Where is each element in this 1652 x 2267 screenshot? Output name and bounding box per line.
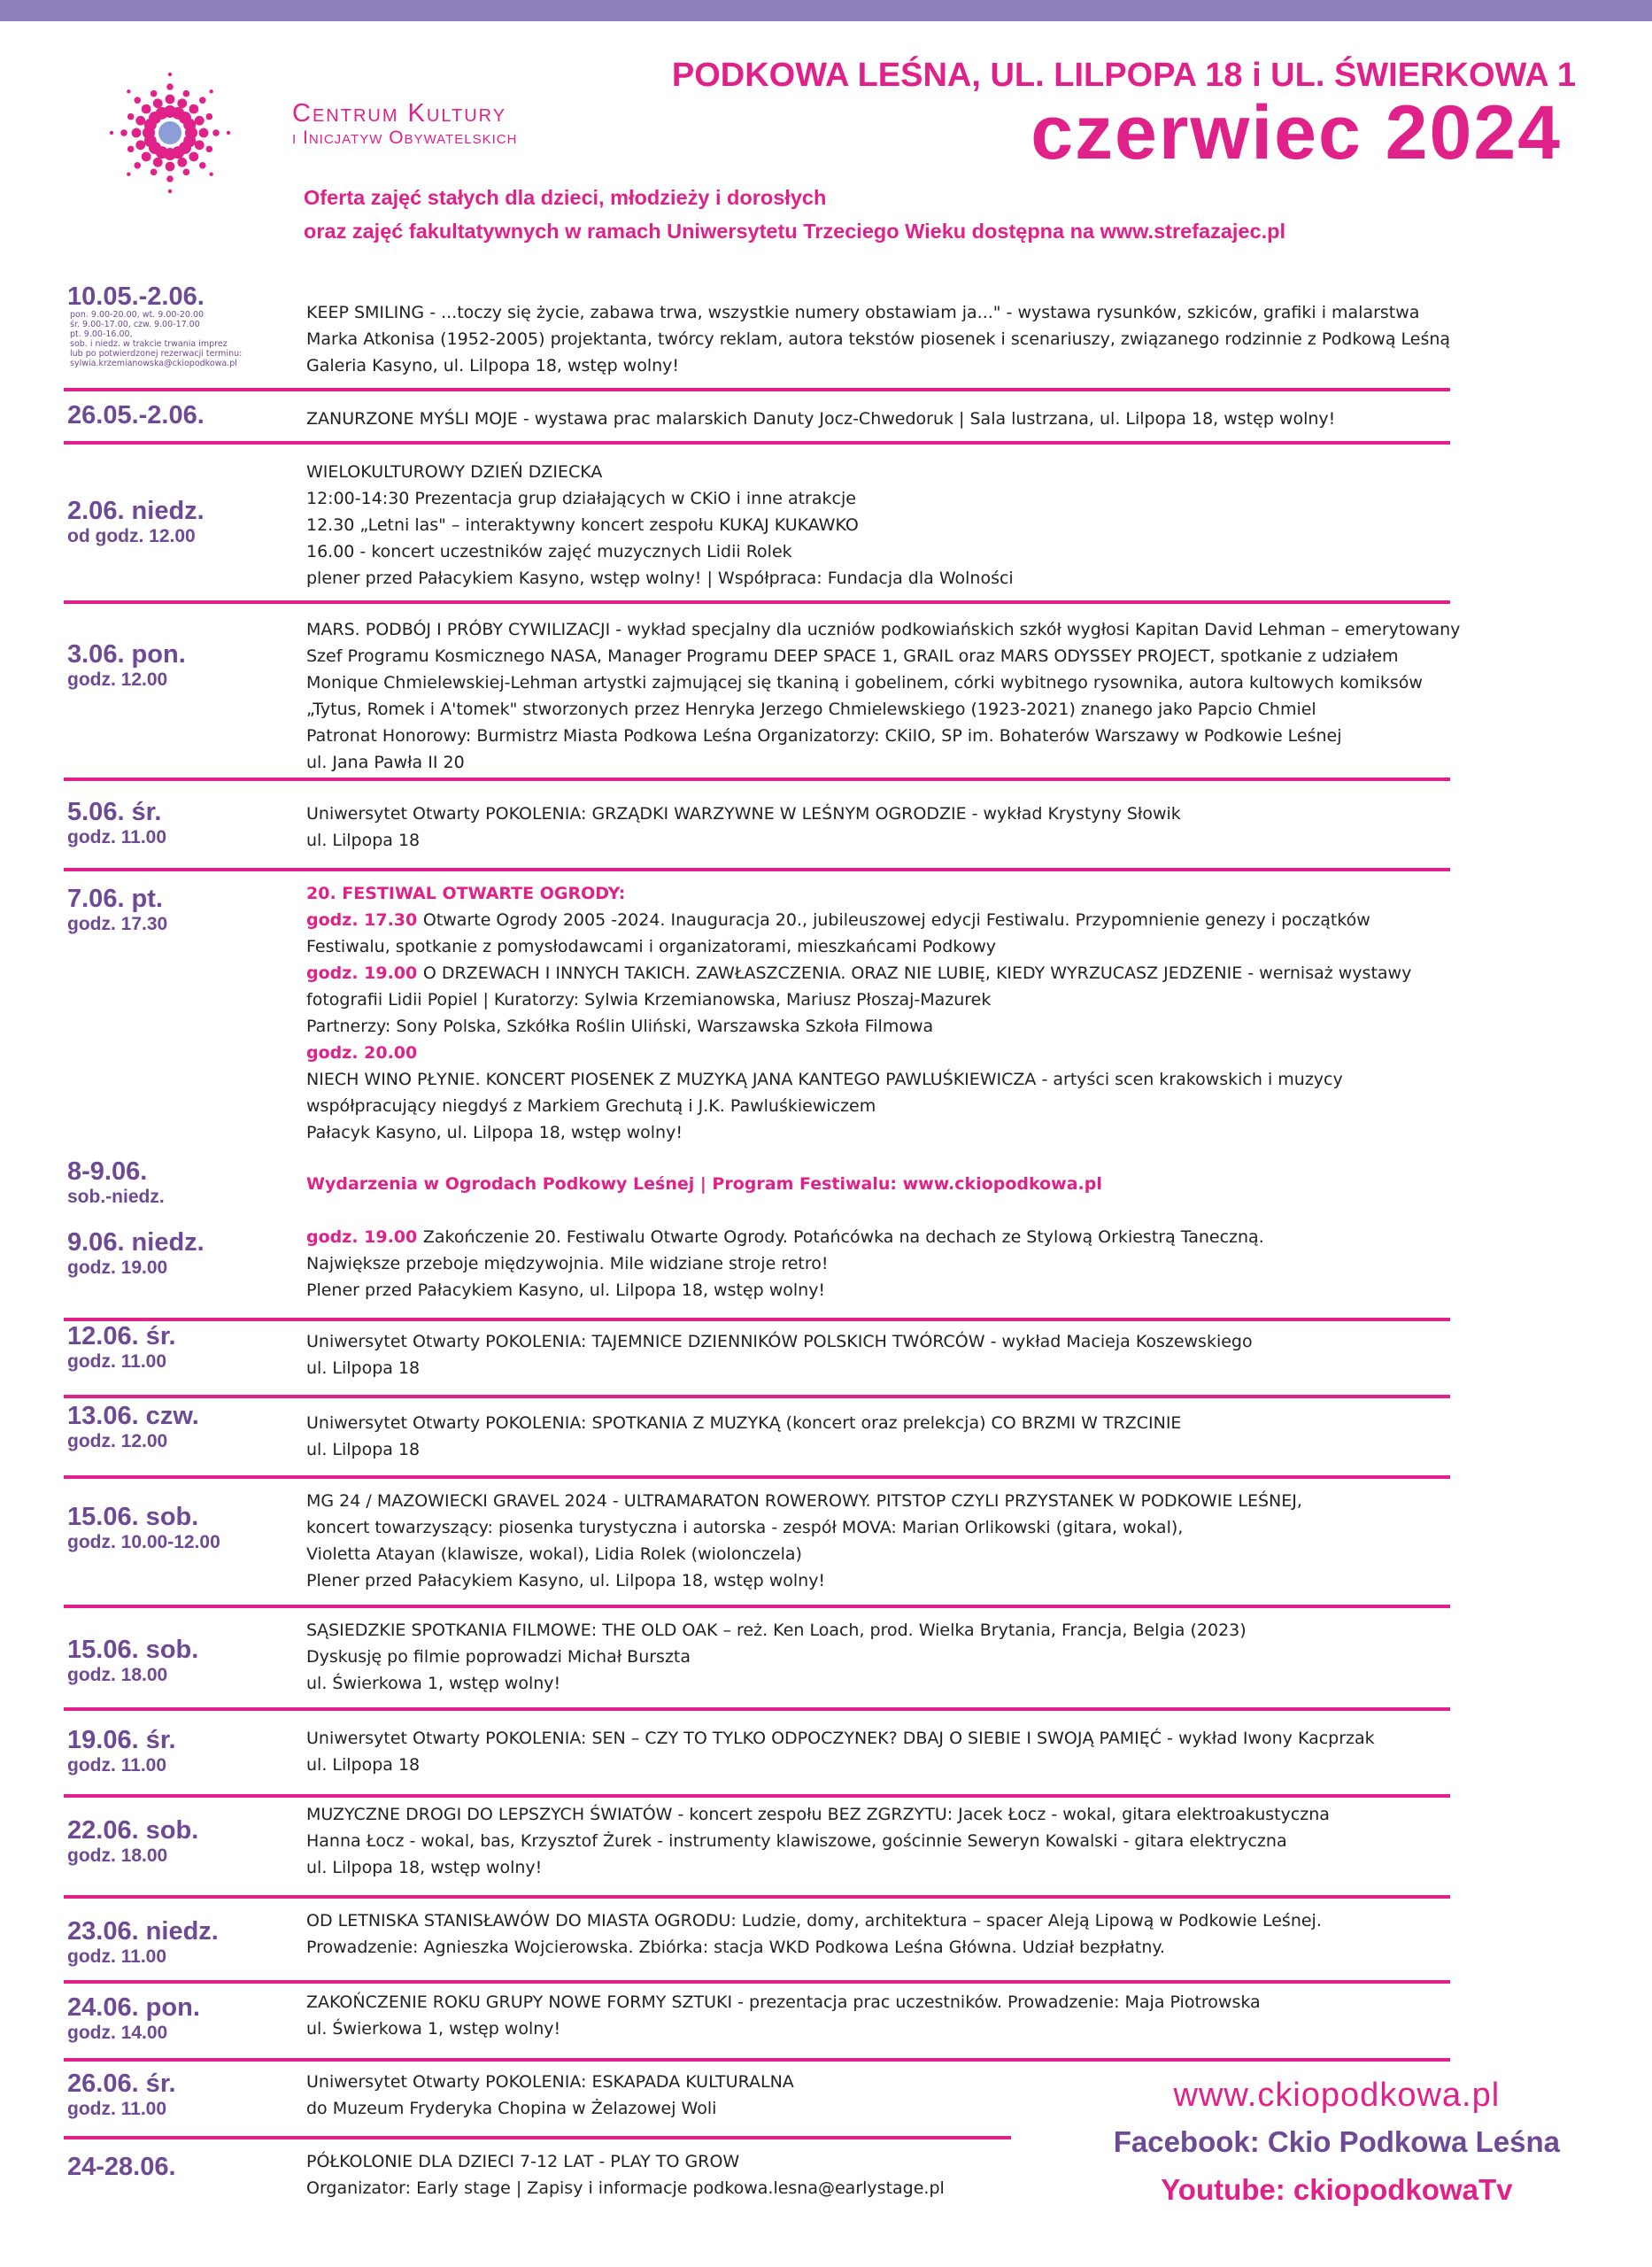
description-line — [306, 1040, 1563, 1066]
description-text: „Tytus, Romek i A'tomek" stworzonych przez Henryka Jerzego Chmielewskiego (1923-2021) znanego jako Papcio Chmiel — [306, 700, 1316, 719]
separator-line — [64, 2058, 1450, 2062]
description-text: Patronat Honorowy: Burmistrz Miasta Podkowa Leśna Organizatorzy: CKiIO, SP im. Bohaterów Warszawy w Podkowie Leśnej — [306, 726, 1342, 746]
description-text: Plener przed Pałacykiem Kasyno, ul. Lilpopa 18, wstęp wolny! — [306, 1281, 826, 1300]
event-description — [306, 299, 1563, 379]
event-time: godz. 12.00 — [67, 669, 168, 690]
description-text: Prowadzenie: Agnieszka Wojcierowska. Zbiórka: stacja WKD Podkowa Leśna Główna. Udział bezpłatny. — [306, 1938, 1165, 1957]
logo-dot — [168, 190, 172, 193]
hours-line: pon. 9.00-20.00, wt. 9.00-20.00 — [70, 310, 205, 320]
description-text: 20. FESTIWAL OTWARTE OGRODY: — [306, 884, 626, 903]
description-line — [306, 801, 1563, 827]
description-line — [306, 1171, 1563, 1197]
logo-dot — [110, 131, 113, 135]
description-line — [306, 299, 1563, 326]
description-text: fotografii Lidii Popiel | Kuratorzy: Sylwia Krzemianowska, Mariusz Płoszaj-Mazurek — [306, 990, 992, 1010]
description-line — [306, 669, 1563, 696]
logo-dot — [166, 162, 175, 172]
description-text: Hanna Łocz - wokal, bas, Krzysztof Żurek - instrumenty klawiszowe, gościnnie Seweryn Kowalski - gitara elektryczna — [306, 1831, 1287, 1851]
description-line — [306, 1907, 1563, 1934]
description-line — [306, 1410, 1563, 1436]
description-text: współpracujący niegdyś z Markiem Grechutą i J.K. Pawluśkiewiczem — [306, 1096, 876, 1116]
description-line — [306, 749, 1563, 776]
logo-dot — [132, 128, 142, 138]
event-day: 9.06. niedz. — [67, 1228, 205, 1257]
separator-line — [64, 388, 1450, 391]
description-line — [306, 723, 1563, 749]
description-line — [306, 1119, 1563, 1146]
event-day: 22.06. sob. — [67, 1816, 199, 1845]
description-line — [306, 406, 1563, 432]
logo-dot — [227, 131, 230, 135]
event-day: 7.06. pt. — [67, 885, 163, 913]
description-line — [306, 1277, 1563, 1304]
description-line — [306, 1617, 1563, 1644]
contact-block — [1114, 2072, 1560, 2214]
description-text: 12:00-14:30 Prezentacja grup działających w CKiO i inne atrakcje — [306, 489, 856, 508]
description-line — [306, 616, 1563, 643]
separator-line — [64, 441, 1450, 445]
event-description — [306, 616, 1563, 776]
description-text: MUZYCZNE DROGI DO LEPSZYCH ŚWIATÓW - koncert zespołu BEZ ZGRZYTU: Jacek Łocz - wokal, gitara elektroakustyczna — [306, 1805, 1330, 1824]
event-time: godz. 18.00 — [67, 1665, 168, 1685]
logo-dot — [189, 104, 198, 114]
separator-line — [64, 600, 1450, 604]
hours-line: pt. 9.00-16.00, — [70, 329, 133, 339]
event-description — [306, 1617, 1563, 1697]
logo-dot — [206, 113, 213, 120]
logo-dot — [127, 113, 135, 120]
description-text: Największe przeboje międzywojnia. Mile widziane stroje retro! — [306, 1254, 829, 1273]
logo-dot — [199, 162, 206, 169]
description-text: plener przed Pałacykiem Kasyno, wstęp wolny! | Współpraca: Fundacja dla Wolności — [306, 569, 1014, 588]
event-description — [306, 406, 1563, 432]
logo-dot — [134, 162, 141, 169]
event-time: godz. 12.00 — [67, 1431, 168, 1451]
event-time: godz. 11.00 — [67, 1755, 167, 1776]
description-line — [306, 459, 1563, 485]
event-date — [67, 2152, 176, 2182]
offer-line-1: Oferta zajęć stałych dla dzieci, młodzieży i dorosłych — [304, 186, 827, 209]
event-description — [306, 1328, 1563, 1381]
separator-line — [64, 1794, 1450, 1798]
logo-dot — [195, 116, 205, 126]
event-day: 12.06. śr. — [67, 1322, 176, 1350]
event-time: godz. 11.00 — [67, 827, 167, 847]
logo-dot — [166, 95, 175, 104]
logo-dot — [209, 172, 212, 175]
event-date — [67, 1401, 199, 1452]
logo-dot — [142, 104, 151, 114]
description-line — [306, 696, 1563, 723]
offer-line-2: oraz zajęć fakultatywnych w ramach Uniwersytetu Trzeciego Wieku dostępna na www.strefazajec.pl — [304, 220, 1285, 243]
description-line — [306, 1934, 1563, 1961]
description-line — [306, 1644, 1563, 1670]
logo-dot — [177, 158, 187, 167]
description-line — [306, 485, 1563, 512]
logo-dot — [189, 151, 198, 161]
event-day: 26.05.-2.06. — [67, 401, 205, 429]
description-text: Monique Chmielewskiej-Lehman artystki zajmującej się tkaniną i gobelinem, córki wybitnego rysownika, autora kultowych komiksów — [306, 673, 1423, 692]
event-day: 15.06. sob. — [67, 1503, 199, 1531]
offer-text — [304, 181, 1285, 248]
event-description — [306, 1725, 1563, 1778]
hours-line: lub po potwierdzonej rezerwacji terminu: — [70, 349, 243, 359]
event-time: godz. 10.00-12.00 — [67, 1532, 220, 1552]
event-day: 10.05.-2.06. — [67, 282, 205, 311]
description-text: Violetta Atayan (klawisze, wokal), Lidia Rolek (wiolonczela) — [306, 1544, 802, 1564]
logo-dot — [199, 97, 206, 104]
description-text: 12.30 „Letni las" – interaktywny koncert zespołu KUKAJ KUKAWKO — [306, 515, 859, 535]
event-day: 26.06. śr. — [67, 2070, 176, 2098]
event-description — [306, 880, 1563, 1146]
logo-dot — [151, 90, 158, 97]
description-text: Uniwersytet Otwarty POKOLENIA: SPOTKANIA Z MUZYKĄ (koncert oraz prelekcja) CO BRZMI W TRZCINIE — [306, 1413, 1182, 1433]
org-line-1: Centrum Kultury — [292, 99, 507, 128]
description-line — [306, 565, 1563, 592]
event-day: 23.06. niedz. — [67, 1917, 219, 1946]
description-text: Otwarte Ogrody 2005 -2024. Inauguracja 20., jubileuszowej edycji Festiwalu. Przypomnienie genezy i początków — [422, 910, 1370, 930]
organization-name — [292, 99, 517, 149]
description-text: Marka Atkonisa (1952-2005) projektanta, twórcy reklam, autora tekstów piosenek i scenariuszy, związanego rodzinnie z Podkową Leśną — [306, 329, 1451, 349]
logo-dot — [206, 146, 213, 153]
event-date — [67, 2069, 176, 2120]
event-date — [67, 400, 205, 430]
event-day: 8-9.06. — [67, 1157, 148, 1186]
logo-dot — [177, 98, 187, 108]
description-text: ul. Świerkowa 1, wstęp wolny! — [306, 1674, 561, 1693]
description-line — [306, 512, 1563, 538]
description-line — [306, 1989, 1563, 2016]
description-line — [306, 1013, 1563, 1040]
description-line — [306, 1567, 1563, 1594]
event-description — [306, 1488, 1563, 1594]
description-text: Galeria Kasyno, ul. Lilpopa 18, wstęp wolny! — [306, 356, 680, 375]
logo-dot — [212, 129, 220, 136]
opening-hours-note — [70, 310, 242, 368]
event-description — [306, 1171, 1563, 1197]
description-text: ul. Świerkowa 1, wstęp wolny! — [306, 2019, 561, 2039]
description-text: Festiwalu, spotkanie z pomysłodawcami i organizatorami, mieszkańcami Podkowy — [306, 937, 996, 956]
description-text: ul. Lilpopa 18 — [306, 831, 421, 850]
description-text: Zakończenie 20. Festiwalu Otwarte Ogrody. Potańcówka na dechach ze Stylową Orkiestrą Taneczną. — [422, 1227, 1264, 1247]
event-day: 5.06. śr. — [67, 798, 162, 826]
description-text: MARS. PODBÓJ I PRÓBY CYWILIZACJI - wykład specjalny dla uczniów podkowiańskich szkół wygłosi Kapitan David Lehman – emerytowany — [306, 620, 1461, 639]
hours-line: śr. 9.00-17.00, czw. 9.00-17.00 — [70, 320, 200, 329]
org-line-2: i Inicjatyw Obywatelskich — [292, 128, 518, 148]
description-line — [306, 1224, 1563, 1250]
event-description — [306, 1410, 1563, 1463]
logo-dot — [151, 169, 158, 176]
separator-line — [64, 1395, 1450, 1398]
logo-dot — [166, 175, 174, 182]
website-link[interactable]: www.ckiopodkowa.pl — [1173, 2077, 1501, 2114]
separator-line — [64, 1318, 1450, 1321]
event-time: godz. 18.00 — [67, 1845, 168, 1866]
hours-line: sob. i niedz. w trakcie trwania imprez — [70, 339, 228, 349]
event-date — [67, 282, 205, 312]
description-text: ZAKOŃCZENIE ROKU GRUPY NOWE FORMY SZTUKI - prezentacja prac uczestników. Prowadzenie: Maja Piotrowska — [306, 1992, 1261, 2012]
logo-dot — [183, 90, 190, 97]
description-line — [306, 933, 1563, 960]
event-date — [67, 1725, 176, 1776]
logo-dot — [127, 89, 130, 93]
event-date — [67, 496, 205, 547]
separator-line — [64, 2136, 1011, 2139]
description-text: PÓŁKOLONIE DLA DZIECI 7-12 LAT - PLAY TO GROW — [306, 2152, 740, 2171]
event-date — [67, 1635, 198, 1686]
event-date — [67, 884, 167, 935]
description-line — [306, 1670, 1563, 1697]
month-title: czerwiec 2024 — [1031, 90, 1562, 175]
description-line — [306, 960, 1563, 986]
description-text: Uniwersytet Otwarty POKOLENIA: SEN – CZY TO TYLKO ODPOCZYNEK? DBAJ O SIEBIE I SWOJĄ PAMIĘĆ - wykład Iwony Kacprzak — [306, 1729, 1375, 1748]
description-text: Organizator: Early stage | Zapisy i informacje podkowa.lesna@earlystage.pl — [306, 2178, 945, 2198]
logo-dot — [209, 89, 212, 93]
description-text: do Muzeum Fryderyka Chopina w Żelazowej Woli — [306, 2099, 717, 2118]
time-prefix: godz. 19.00 — [306, 963, 423, 983]
logo-dot — [199, 128, 209, 138]
separator-line — [64, 1895, 1450, 1899]
logo-dot — [153, 98, 163, 108]
description-line — [306, 643, 1563, 669]
description-text: ul. Lilpopa 18, wstęp wolny! — [306, 1858, 543, 1877]
event-description — [306, 1989, 1563, 2042]
event-day: 19.06. śr. — [67, 1726, 176, 1754]
description-line — [306, 880, 1563, 907]
event-description — [306, 801, 1563, 854]
event-day: 24-28.06. — [67, 2153, 176, 2181]
separator-line — [64, 778, 1450, 781]
separator-line — [64, 1605, 1450, 1608]
event-description — [306, 1801, 1563, 1881]
description-line — [306, 1066, 1563, 1093]
separator-line — [64, 1707, 1450, 1711]
logo-dot — [195, 140, 205, 150]
event-description — [306, 459, 1563, 592]
description-text: Dyskusję po filmie poprowadzi Michał Bursztа — [306, 1647, 691, 1667]
description-text: Plener przed Pałacykiem Kasyno, ul. Lilpopa 18, wstęp wolny! — [306, 1571, 826, 1590]
event-description — [306, 1224, 1563, 1304]
description-line — [306, 352, 1563, 379]
description-text: Uniwersytet Otwarty POKOLENIA: GRZĄDKI WARZYWNE W LEŚNYM OGRODZIE - wykład Krystyny Słowik — [306, 804, 1181, 824]
description-text: Uniwersytet Otwarty POKOLENIA: TAJEMNICE DZIENNIKÓW POLSKICH TWÓRCÓW - wykład Macieja Koszewskiego — [306, 1332, 1253, 1351]
logo-dot — [166, 83, 174, 90]
separator-line — [64, 1980, 1450, 1984]
description-line — [306, 1828, 1563, 1854]
youtube-link[interactable]: Youtube: ckiopodkowaTv — [1161, 2173, 1513, 2206]
event-date — [67, 1916, 219, 1968]
logo-dot — [134, 97, 141, 104]
description-text: WIELOKULTUROWY DZIEŃ DZIECKA — [306, 462, 603, 482]
time-prefix: godz. 19.00 — [306, 1227, 423, 1247]
description-line — [306, 827, 1563, 854]
description-text: NIECH WINO PŁYNIE. KONCERT PIOSENEK Z MUZYKĄ JANA KANTEGO PAWLUŚKIEWICZA - artyści scen krakowskich i muzycy — [306, 1070, 1343, 1089]
event-time: godz. 11.00 — [67, 1351, 167, 1372]
description-line — [306, 1541, 1563, 1567]
event-date — [67, 639, 186, 691]
logo-dot — [183, 169, 190, 176]
event-day: 2.06. niedz. — [67, 497, 205, 525]
event-date — [67, 1502, 220, 1553]
event-time: godz. 14.00 — [67, 2023, 168, 2043]
hours-line: sylwia.krzemianowska@ckiopodkowa.pl — [70, 359, 237, 368]
facebook-link[interactable]: Facebook: Ckio Podkowa Leśna — [1113, 2125, 1560, 2158]
event-time: godz. 17.30 — [67, 914, 168, 934]
description-text: ul. Lilpopa 18 — [306, 1440, 421, 1459]
description-text: Pałacyk Kasyno, ul. Lilpopa 18, wstęp wolny! — [306, 1123, 683, 1142]
event-date — [67, 797, 166, 848]
description-line — [306, 1093, 1563, 1119]
description-text: koncert towarzyszący: piosenka turystyczna i autorska - zespół MOVA: Marian Orlikowski (gitara, wokal), — [306, 1518, 1184, 1537]
description-line — [306, 1752, 1563, 1778]
event-day: 15.06. sob. — [67, 1636, 199, 1664]
description-text: OD LETNISKA STANISŁAWÓW DO MIASTA OGRODU: Ludzie, domy, architektura – spacer Aleją Lipową w Podkowie Leśnej. — [306, 1911, 1322, 1930]
event-date — [67, 1992, 200, 2044]
description-line — [306, 1488, 1563, 1514]
description-text: godz. 20.00 — [306, 1043, 418, 1063]
event-time: godz. 11.00 — [67, 1946, 167, 1967]
description-line — [306, 538, 1563, 565]
logo-dot — [142, 151, 151, 161]
description-line — [306, 907, 1563, 933]
event-date — [67, 1815, 198, 1867]
address-heading: PODKOWA LEŚNA, UL. LILPOPA 18 i UL. ŚWIERKOWA 1 — [671, 57, 1576, 94]
logo-star-icon — [99, 62, 241, 204]
event-day: 3.06. pon. — [67, 640, 186, 669]
description-line — [306, 1854, 1563, 1881]
description-line — [306, 986, 1563, 1013]
logo-dot — [135, 140, 145, 150]
description-text: ul. Lilpopa 18 — [306, 1358, 421, 1378]
event-day: 13.06. czw. — [67, 1402, 199, 1430]
logo-dot — [183, 119, 196, 131]
description-text: ul. Lilpopa 18 — [306, 1755, 421, 1775]
logo-dot — [153, 158, 163, 167]
logo-dot — [127, 172, 130, 175]
time-prefix: godz. 17.30 — [306, 910, 423, 930]
description-text: Szef Programu Kosmicznego NASA, Manager Programu DEEP SPACE 1, GRAIL oraz MARS ODYSSEY PROJECT, spotkanie z udziałem — [306, 646, 1399, 666]
description-line — [306, 1514, 1563, 1541]
event-time: godz. 11.00 — [67, 2099, 167, 2119]
event-date — [67, 1321, 176, 1373]
description-text: ZANURZONE MYŚLI MOJE - wystawa prac malarskich Danuty Jocz-Chwedoruk | Sala lustrzana, ul. Lilpopa 18, wstęp wolny! — [306, 409, 1336, 429]
logo-dot — [120, 129, 127, 136]
description-line — [306, 1725, 1563, 1752]
description-text: O DRZEWACH I INNYCH TAKICH. ZAWŁASZCZENIA. ORAZ NIE LUBIĘ, KIEDY WYRZUCASZ JEDZENIE - wernisaż wystawy — [422, 963, 1412, 983]
top-bar — [0, 0, 1652, 21]
separator-line — [64, 1475, 1450, 1479]
separator-line — [64, 868, 1450, 871]
description-text: MG 24 / MAZOWIECKI GRAVEL 2024 - ULTRAMARATON ROWEROWY. PITSTOP CZYLI PRZYSTANEK W PODKOWIE LEŚNEJ, — [306, 1491, 1302, 1511]
logo-dot — [127, 146, 135, 153]
description-line — [306, 1355, 1563, 1381]
event-date — [67, 1227, 205, 1279]
description-line — [306, 1801, 1563, 1828]
logo-dot — [135, 116, 145, 126]
description-line — [306, 2016, 1563, 2042]
event-time: godz. 19.00 — [67, 1257, 168, 1278]
event-description — [306, 1907, 1563, 1961]
event-date — [67, 1157, 165, 1208]
description-line — [306, 1250, 1563, 1277]
description-line — [306, 326, 1563, 352]
event-time: sob.-niedz. — [67, 1187, 165, 1207]
description-text: 16.00 - koncert uczestników zajęć muzycznych Lidii Rolek — [306, 542, 792, 561]
description-text: ul. Jana Pawła II 20 — [306, 753, 465, 772]
description-text: SĄSIEDZKIE SPOTKANIA FILMOWE: THE OLD OAK – reż. Ken Loach, prod. Wielka Brytania, Francja, Belgia (2023) — [306, 1621, 1247, 1640]
description-text: Partnerzy: Sony Polska, Szkółka Roślin Uliński, Warszawska Szkoła Filmowa — [306, 1017, 934, 1036]
description-text: KEEP SMILING - ...toczy się życie, zabawa trwa, wszystkie numery obstawiam ja..." - wystawa rysunków, szkiców, grafiki i malarstwa — [306, 303, 1420, 322]
event-day: 24.06. pon. — [67, 1993, 200, 2022]
description-line — [306, 1436, 1563, 1463]
logo-dot — [168, 73, 172, 76]
description-text: Uniwersytet Otwarty POKOLENIA: ESKAPADA KULTURALNA — [306, 2072, 794, 2092]
event-time: od godz. 12.00 — [67, 526, 196, 546]
description-text: Wydarzenia w Ogrodach Podkowy Leśnej | Program Festiwalu: www.ckiopodkowa.pl — [306, 1174, 1102, 1194]
description-line — [306, 1328, 1563, 1355]
